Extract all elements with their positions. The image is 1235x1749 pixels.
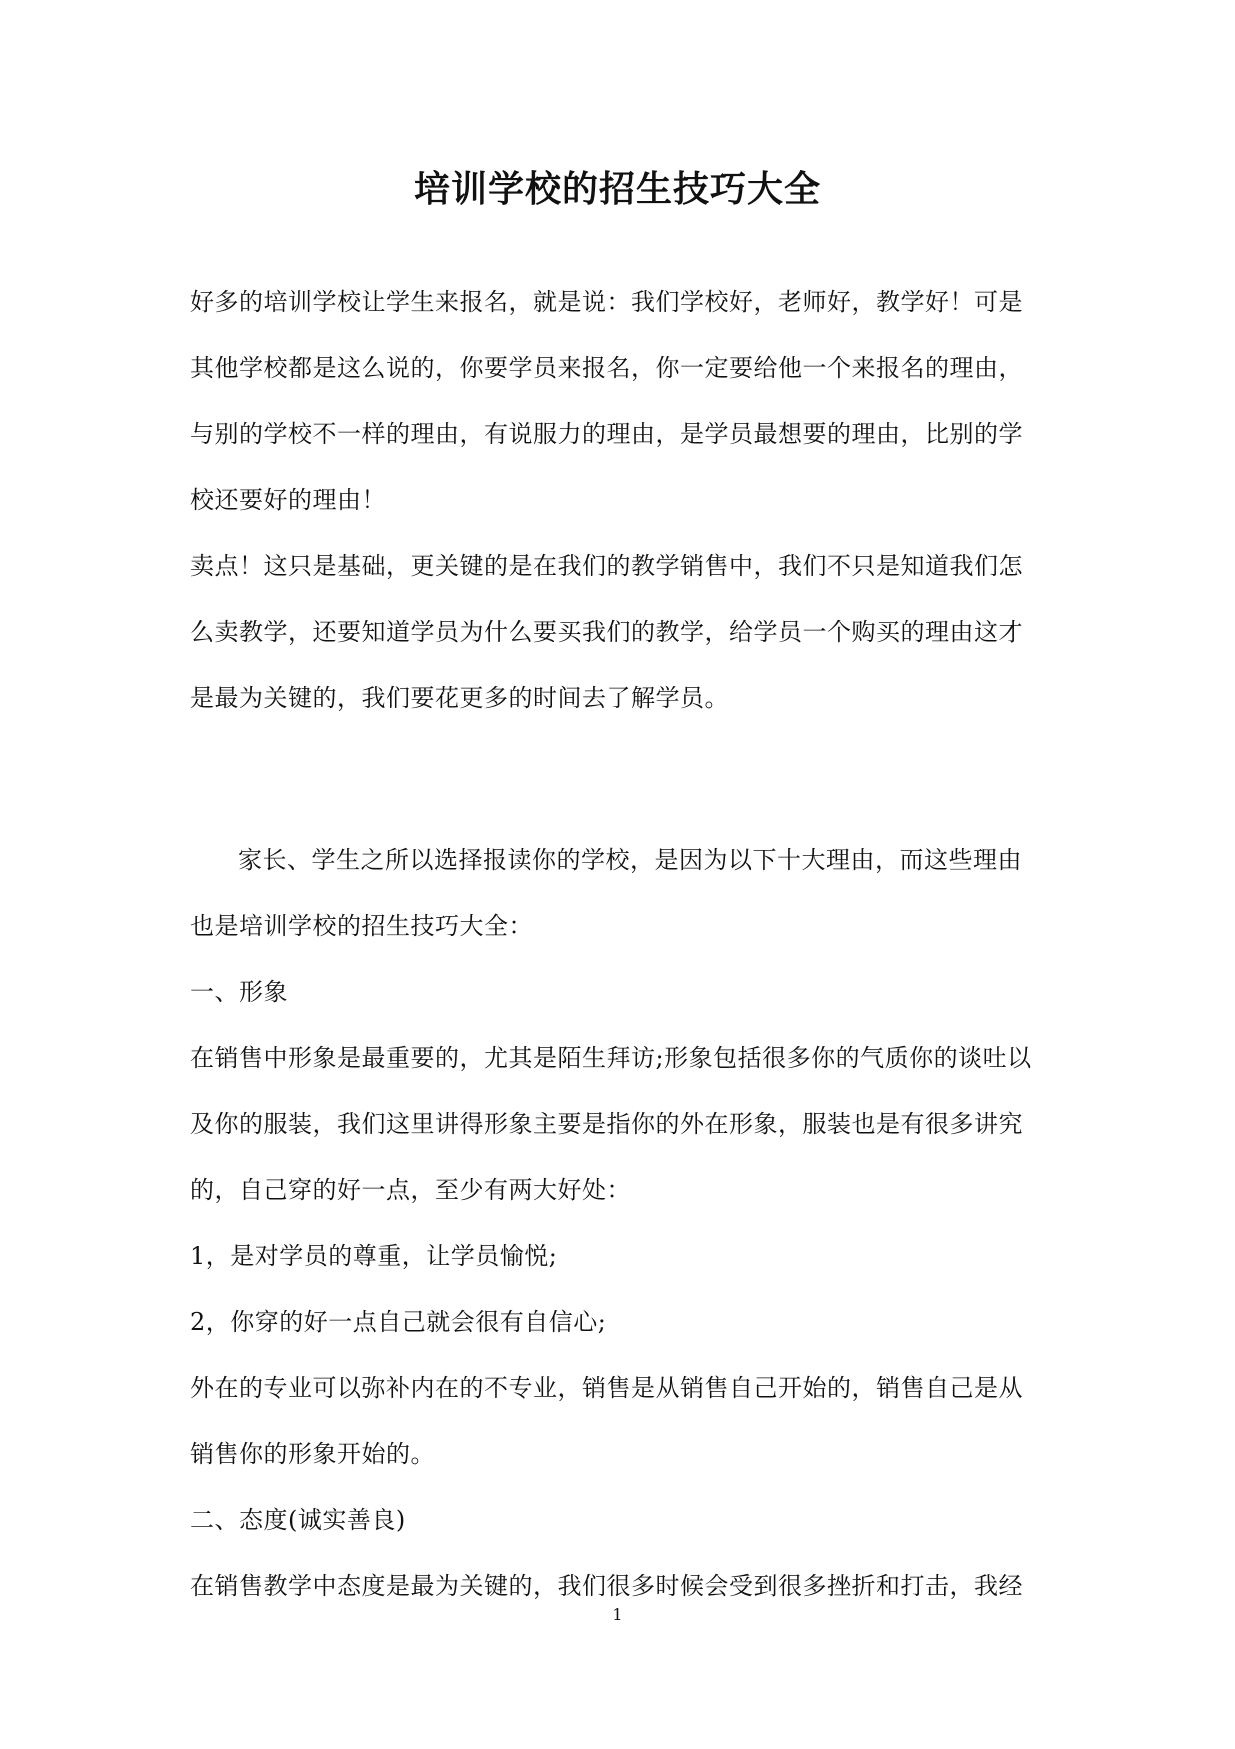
section-heading: 二、态度(诚实善良) xyxy=(190,1506,406,1534)
section-heading: 一、形象 xyxy=(190,978,288,1006)
list-item: 1，是对学员的尊重，让学员愉悦; xyxy=(190,1242,558,1270)
paragraph-line: 销售你的形象开始的。 xyxy=(190,1440,435,1468)
document-title: 培训学校的招生技巧大全 xyxy=(413,168,821,210)
paragraph-line: 的，自己穿的好一点，至少有两大好处： xyxy=(190,1176,631,1204)
paragraph-line: 是最为关键的，我们要花更多的时间去了解学员。 xyxy=(190,684,729,712)
paragraph-line: 家长、学生之所以选择报读你的学校，是因为以下十大理由，而这些理由 xyxy=(238,846,1022,874)
paragraph-line: 及你的服装，我们这里讲得形象主要是指你的外在形象，服装也是有很多讲究 xyxy=(190,1110,1023,1138)
paragraph-line: 在销售教学中态度是最为关键的，我们很多时候会受到很多挫折和打击，我经 xyxy=(190,1572,1023,1600)
paragraph-line: 校还要好的理由！ xyxy=(190,486,386,514)
paragraph-line: 外在的专业可以弥补内在的不专业，销售是从销售自己开始的，销售自己是从 xyxy=(190,1374,1023,1402)
paragraph-line: 也是培训学校的招生技巧大全： xyxy=(190,912,533,940)
paragraph-line: 与别的学校不一样的理由，有说服力的理由，是学员最想要的理由，比别的学 xyxy=(190,420,1023,448)
page-number: 1 xyxy=(612,1605,623,1624)
paragraph-line: 好多的培训学校让学生来报名，就是说：我们学校好，老师好，教学好！可是 xyxy=(190,288,1023,316)
paragraph-line: 其他学校都是这么说的，你要学员来报名，你一定要给他一个来报名的理由， xyxy=(190,354,1023,382)
paragraph-line: 么卖教学，还要知道学员为什么要买我们的教学，给学员一个购买的理由这才 xyxy=(190,618,1023,646)
list-item: 2，你穿的好一点自己就会很有自信心; xyxy=(190,1308,607,1336)
paragraph-line: 卖点！这只是基础，更关键的是在我们的教学销售中，我们不只是知道我们怎 xyxy=(190,552,1023,580)
paragraph-line: 在销售中形象是最重要的，尤其是陌生拜访;形象包括很多你的气质你的谈吐以 xyxy=(190,1044,1032,1072)
